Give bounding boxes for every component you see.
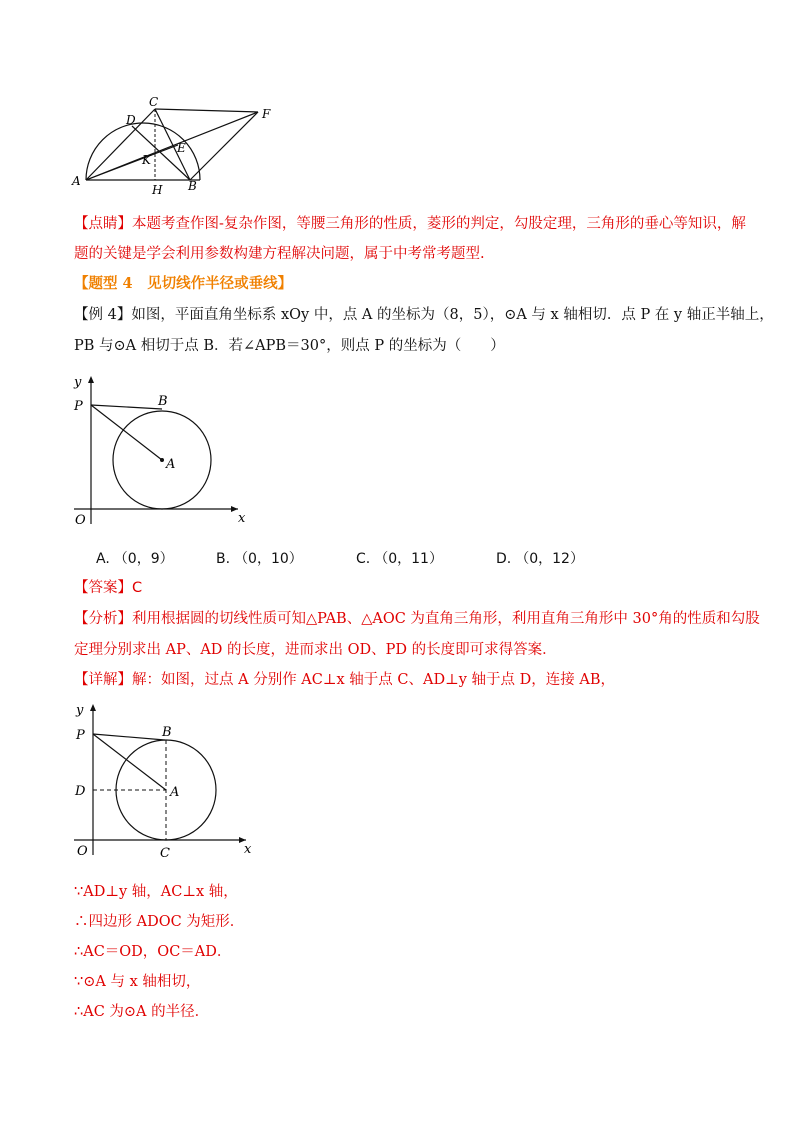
- option-b: [212, 548, 303, 568]
- step-5: ∴AC 为⊙A 的半径．: [74, 1004, 210, 1020]
- example-tag: 【例 4】: [74, 307, 132, 323]
- fig1-label-b: B: [188, 179, 197, 193]
- analysis-tag: 【分析】: [74, 611, 132, 627]
- option-c: [352, 548, 443, 568]
- figure-coordinate-circle: [70, 372, 260, 532]
- detail-line-1: [74, 670, 615, 690]
- fig2-label-o: O: [75, 513, 86, 528]
- answer-tag: 【答案】: [74, 580, 132, 596]
- fig2-label-y: y: [74, 375, 82, 390]
- dianjing-tag: 【点睛】: [74, 216, 132, 232]
- dianjing-line-1: [74, 214, 746, 234]
- fig1-label-d: D: [126, 113, 136, 127]
- fig3-label-o: O: [77, 844, 88, 859]
- step-3: ∴AC＝OD，OC＝AD．: [74, 944, 232, 960]
- fig3-label-b: B: [162, 725, 172, 740]
- fig1-label-c: C: [149, 95, 159, 109]
- option-d-key: D.: [496, 551, 512, 567]
- option-c-key: C.: [356, 551, 371, 567]
- figure-solution-svg: [70, 700, 260, 865]
- fig1-label-e: E: [177, 141, 186, 155]
- dianjing-text-1: 本题考查作图-复杂作图，等腰三角形的性质，菱形的判定，勾股定理，三角形的垂心等知识，解: [132, 216, 746, 232]
- answer-value: C: [132, 580, 143, 596]
- answer-line: [74, 578, 142, 598]
- fig2-label-b: B: [158, 394, 168, 409]
- option-b-text: （0，10）: [234, 551, 303, 567]
- fig3-label-y: y: [76, 703, 84, 718]
- option-d-text: （0，12）: [515, 551, 584, 567]
- analysis-line-1: [74, 609, 760, 629]
- fig1-label-h: H: [152, 183, 163, 197]
- fig3-label-p: P: [76, 728, 85, 743]
- figure-rhombus-construction: [70, 92, 290, 200]
- fig3-label-a: A: [170, 785, 180, 800]
- fig3-label-x: x: [244, 842, 252, 857]
- option-a: [92, 548, 174, 568]
- section-title: 【题型 4 见切线作半径或垂线】: [74, 275, 293, 292]
- step-2: ∴四边形 ADOC 为矩形．: [74, 914, 245, 930]
- fig3-label-d: D: [75, 784, 86, 799]
- option-b-key: B.: [216, 551, 231, 567]
- fig1-label-f: F: [262, 107, 271, 121]
- fig1-label-a: A: [72, 174, 81, 188]
- figure-solution-diagram: [70, 700, 260, 865]
- fig2-label-p: P: [74, 399, 83, 414]
- dianjing-line-2: 题的关键是学会利用参数构建方程解决问题，属于中考常考题型.: [74, 246, 485, 262]
- analysis-line-2: 定理分别求出 AP、AD 的长度，进而求出 OD、PD 的长度即可求得答案．: [74, 642, 557, 658]
- example-line-1: [74, 305, 774, 325]
- figure-rhombus-svg: [70, 92, 290, 200]
- option-a-key: A.: [96, 551, 110, 567]
- option-c-text: （0，11）: [374, 551, 443, 567]
- example-line-2: PB 与⊙A 相切于点 B．若∠APB＝30°，则点 P 的坐标为（ ）: [74, 338, 505, 354]
- step-4: ∵⊙A 与 x 轴相切，: [74, 974, 201, 990]
- option-a-text: （0，9）: [113, 551, 174, 567]
- option-d: [492, 548, 584, 568]
- figure-coordinate-svg: [70, 372, 260, 532]
- fig3-label-c: C: [160, 846, 170, 861]
- analysis-text-1: 利用根据圆的切线性质可知△PAB、△AOC 为直角三角形，利用直角三角形中 30°角的性质和勾股: [132, 611, 760, 627]
- fig2-label-x: x: [238, 511, 246, 526]
- detail-tag: 【详解】: [74, 672, 132, 688]
- fig2-label-a: A: [166, 457, 176, 472]
- detail-text-1: 解：如图，过点 A 分别作 AC⊥x 轴于点 C、AD⊥y 轴于点 D，连接 AB，: [132, 672, 615, 688]
- fig1-label-k: K: [142, 153, 151, 167]
- step-1: ∵AD⊥y 轴，AC⊥x 轴，: [74, 884, 238, 900]
- example-text-1: 如图，平面直角坐标系 xOy 中，点 A 的坐标为（8，5），⊙A 与 x 轴相切．点 P 在 y 轴正半轴上，: [131, 307, 774, 323]
